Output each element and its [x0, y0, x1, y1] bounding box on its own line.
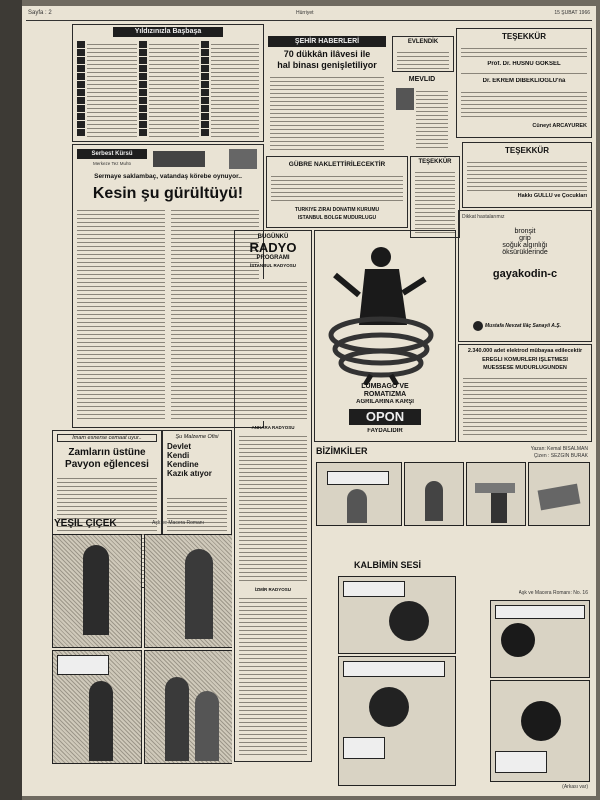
comic-panel: [338, 656, 456, 786]
opon-line-1: LUMBAGO VE: [361, 383, 409, 390]
opon-line-3: AĞRILARINA KARŞI: [356, 399, 414, 405]
comic-panel: [404, 462, 464, 526]
page-date: 15 ŞUBAT 1966: [554, 10, 590, 16]
office-title: Şu Malzeme Ofisi: [175, 434, 219, 440]
comic-panel: [52, 650, 142, 764]
thanks-title-3: TEŞEKKÜR: [418, 159, 452, 165]
thanks-notice-3: [410, 156, 460, 238]
kalbimin-sesi-comic: [314, 560, 590, 794]
newspaper-page: [22, 6, 596, 796]
columnist-photo: [229, 149, 257, 169]
zodiac-icon: [77, 41, 85, 137]
city-news: [266, 22, 388, 152]
portrait-photo: [396, 88, 414, 110]
engagement-notice: [392, 36, 454, 72]
thanks-notice-1: [456, 28, 592, 138]
gayakodin-brand: gayakodin-c: [492, 268, 558, 280]
thanks-title-1: TEŞEKKÜR: [501, 32, 546, 41]
character-head: [521, 701, 561, 741]
radio-ankara: ANKARA RADYOSU: [251, 425, 295, 430]
paper-name: Hürriyet: [296, 10, 314, 16]
comic-panel: [338, 576, 456, 654]
opon-advert: [314, 230, 456, 442]
furniture-shape: [475, 483, 515, 493]
coal-headline-2: EREĞLİ KÖMÜRLERİ İŞLETMESİ: [482, 357, 568, 363]
bizimkiler-title: BİZİMKİLER: [316, 446, 368, 456]
table-shape: [538, 484, 581, 511]
character-figure: [195, 691, 219, 761]
caption-box: [343, 661, 445, 677]
page-number: Sayfa : 2: [28, 10, 52, 16]
gayakodin-line-1: bronşit: [514, 228, 536, 235]
office-line-3: Kendine: [167, 460, 199, 469]
fertilizer-org-1: TÜRKİYE ZİRAİ DONATIM KURUMU: [294, 207, 380, 213]
city-news-headline-1: 70 dükkân ilâvesi ile: [283, 49, 371, 59]
opon-brand: OPON: [349, 409, 421, 425]
character-figure: [89, 681, 113, 761]
caption-box: [495, 605, 585, 619]
speech-bubble: [327, 471, 389, 485]
radio-kicker: BUGÜNKÜ: [257, 234, 289, 240]
kalbimin-sub: Aşk ve Macera Romanı: No. 16: [518, 590, 588, 596]
radio-title: RADYO: [249, 240, 297, 255]
rope-figure-illustration: [315, 235, 455, 385]
page-header: [26, 8, 592, 21]
gayakodin-advert: [458, 210, 592, 342]
horoscope-title: Yıldızınızla Başbaşa: [113, 27, 223, 37]
horoscope-box: [72, 24, 264, 142]
fertilizer-notice: [266, 156, 408, 228]
character-head: [369, 687, 409, 727]
radio-program: [234, 230, 312, 762]
character-head: [501, 623, 535, 657]
column-banner-photo: [153, 151, 205, 167]
gayakodin-line-3: soğuk algınlığı: [502, 242, 548, 249]
opon-tagline: FAYDALIDIR: [367, 428, 403, 434]
thanks-notice-2: [462, 142, 592, 208]
maker-logo-icon: [473, 321, 483, 331]
comic-panel: [490, 680, 590, 782]
zodiac-icon: [139, 41, 147, 137]
column-sub: Merkeze Tez Muhtı: [93, 161, 131, 166]
gayakodin-line-4: öksürüklerinde: [502, 249, 548, 256]
engagement-title: EVLENDİK: [407, 39, 439, 45]
pavilion-headline-2: Pavyon eğlencesi: [65, 459, 149, 470]
comic-panel: [490, 600, 590, 678]
character-figure: [185, 549, 213, 639]
character-figure: [83, 545, 109, 635]
speech-bubble: [495, 751, 547, 773]
office-line-4: Kazık atıyor: [167, 469, 212, 478]
pavilion-kicker: İmam esnerse cemaat uyur..: [57, 434, 157, 442]
radio-sub: PROGRAMI: [256, 255, 290, 261]
character-head: [389, 601, 429, 641]
coal-headline-3: MÜESSESE MÜDÜRLÜĞÜNDEN: [483, 365, 567, 371]
zodiac-icon: [201, 41, 209, 137]
fertilizer-org-2: İSTANBUL BÖLGE MÜDÜRLÜĞÜ: [297, 215, 377, 221]
comic-panel: [144, 534, 232, 648]
bizimkiler-author: Yazan: Kemal BİSALMAN: [530, 446, 588, 452]
kalbimin-continued: (Arkası var): [562, 784, 588, 790]
caption-box: [343, 581, 405, 597]
mevlid-title: MEVLİD: [408, 76, 436, 83]
radio-izmir: İZMİR RADYOSU: [255, 587, 291, 592]
comic-panel: [466, 462, 526, 526]
gayakodin-line-2: grip: [519, 235, 531, 242]
yesil-title: YEŞİL ÇİÇEK: [54, 518, 117, 529]
kalbimin-title: KALBİMİN SESİ: [354, 560, 422, 570]
thanks-signature-1: Cüneyt ARCAYÜREK: [532, 123, 587, 129]
character-figure: [425, 481, 443, 521]
thanks-name-2: Dr. EKREM DİBEKLİOĞLU'na: [482, 78, 566, 84]
city-news-headline-2: hal binası genişletiliyor: [277, 60, 377, 70]
mevlid-notice: [392, 76, 452, 152]
character-figure: [165, 677, 189, 761]
comic-panel: [52, 534, 142, 648]
pavilion-headline-1: Zamların üstüne: [68, 447, 146, 458]
column-intro: Sermaye saklambaç, vatandaş körebe oynuyor..: [94, 173, 242, 180]
yesil-sub: Aşk ve Macera Romanı: [152, 520, 204, 526]
table-edge: [0, 0, 22, 800]
thanks-title-2: TEŞEKKÜR: [504, 146, 549, 155]
radio-istanbul: İSTANBUL RADYOSU: [249, 263, 297, 268]
character-figure: [491, 493, 507, 523]
comic-panel: [528, 462, 590, 526]
coal-notice: [458, 344, 592, 442]
bizimkiler-comic: [314, 446, 590, 528]
yesil-cicek-comic: [52, 518, 232, 766]
city-news-title: ŞEHİR HABERLERİ: [268, 36, 386, 47]
comic-panel: [316, 462, 402, 526]
character-figure: [347, 489, 367, 523]
comic-panel: [144, 650, 232, 764]
column-headline: Kesin şu gürültüyü!: [92, 185, 244, 202]
bizimkiler-artist: Çizen : SEZGİN BURAK: [533, 453, 588, 459]
column-kicker: Serbest Kürsü: [77, 149, 147, 159]
opon-line-2: ROMATİZMA: [363, 391, 407, 398]
thanks-name-1: Prof. Dr. HÜSNÜ GÖKSEL: [487, 61, 561, 67]
caption-box: [57, 655, 109, 675]
office-line-1: Devlet: [167, 442, 192, 451]
office-line-2: Kendi: [167, 451, 190, 460]
fertilizer-title: GÜBRE NAKLETTİRİLECEKTİR: [288, 161, 386, 168]
coal-headline-1: 2.340.000 adet elektrod mübayaa edilecektir: [467, 348, 583, 354]
thanks-signature-2: Hakkı GÜLLÜ ve Çocukları: [517, 193, 587, 199]
gayakodin-title: Dikkat hastalarımız: [462, 214, 505, 220]
speech-bubble: [343, 737, 385, 759]
gayakodin-maker: Mustafa Nevzat İlâç Sanayii A.Ş.: [485, 323, 561, 329]
